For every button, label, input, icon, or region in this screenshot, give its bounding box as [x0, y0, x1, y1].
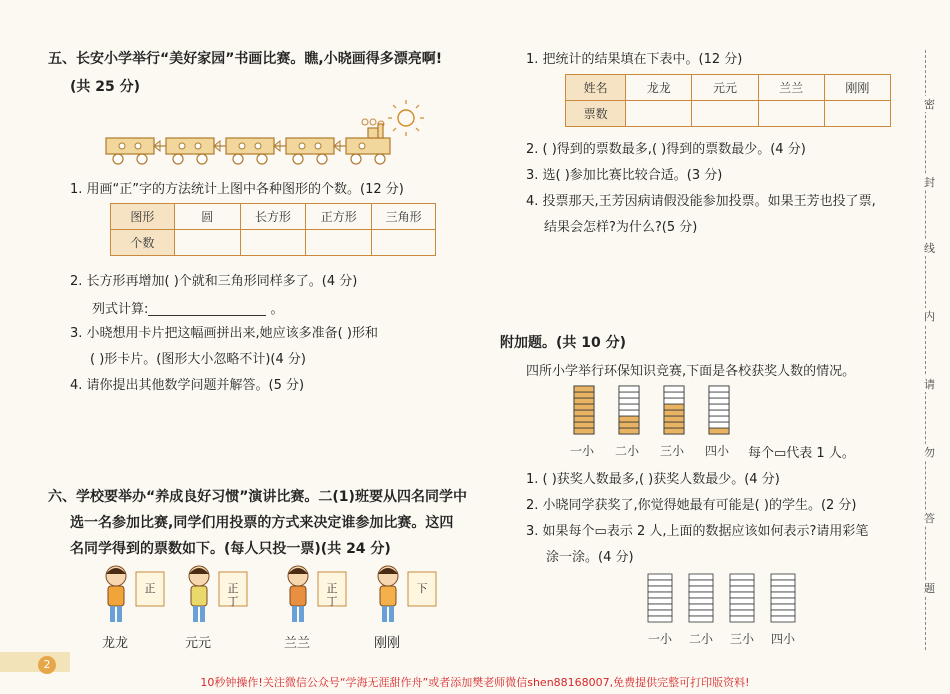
r-q1: 1. 把统计的结果填在下表中。(12 分): [526, 52, 743, 67]
bar-unit-filled: [619, 422, 639, 428]
blank-bar-unit: [648, 574, 672, 580]
chart-category-label: 三小: [660, 444, 685, 458]
table-header: 圆: [174, 204, 240, 230]
bar-unit-empty: [709, 410, 729, 416]
extra-intro: 四所小学举行环保知识竞赛,下面是各校获奖人数的情况。: [526, 364, 856, 379]
section6-line3: 名同学得到的票数如下。(每人只投一票)(共 24 分): [70, 541, 391, 557]
blank-bar-unit: [648, 616, 672, 622]
seal-char: 内: [924, 310, 935, 323]
seal-char: 请: [924, 378, 935, 391]
bar-unit-empty: [664, 386, 684, 392]
seal-char: 密: [924, 98, 935, 111]
bar-unit-empty: [709, 398, 729, 404]
sun-icon: [388, 100, 424, 136]
bar-unit-filled: [709, 428, 729, 434]
blank-bar-unit: [730, 574, 754, 580]
extra-q3a: 3. 如果每个▭表示 2 人,上面的数据应该如何表示?请用彩笔: [526, 524, 869, 539]
bar-unit-filled: [574, 386, 594, 392]
vote-table: [565, 74, 891, 127]
student-name: 刚刚: [374, 636, 401, 651]
bar-unit-empty: [709, 416, 729, 422]
page-number: 2: [38, 656, 56, 674]
bar-unit-empty: [619, 398, 639, 404]
blank-bar-unit: [771, 598, 795, 604]
answer-cell[interactable]: [626, 101, 692, 127]
answer-cell[interactable]: [240, 230, 306, 256]
bar-unit-filled: [574, 416, 594, 422]
table-header: 正方形: [306, 204, 372, 230]
blank-chart-category-label: 四小: [771, 632, 796, 646]
bar-unit-filled: [664, 410, 684, 416]
blank-chart-category-label: 三小: [730, 632, 755, 646]
blank-bar-unit: [648, 610, 672, 616]
s5-q2: 2. 长方形再增加( )个就和三角形同样多了。(4 分): [70, 274, 358, 289]
blank-bar-unit: [730, 580, 754, 586]
blank-bar-unit: [771, 604, 795, 610]
blank-bar-unit: [771, 574, 795, 580]
bar-unit-empty: [709, 392, 729, 398]
bar-unit-empty: [619, 410, 639, 416]
s5-q3a: 3. 小晓想用卡片把这幅画拼出来,她应该多准备( )形和: [70, 326, 378, 341]
bar-unit-empty: [664, 398, 684, 404]
table-header: 姓名: [566, 75, 626, 101]
bar-unit-filled: [574, 392, 594, 398]
award-chart: [560, 384, 750, 440]
r-q4a: 4. 投票那天,王芳因病请假没能参加投票。如果王芳也投了票,: [526, 194, 876, 209]
blank-bar-unit: [771, 616, 795, 622]
extra-q2: 2. 小晓同学获奖了,你觉得她最有可能是( )的学生。(2 分): [526, 498, 857, 513]
table-row-label: 票数: [566, 101, 626, 127]
r-q3: 3. 选( )参加比赛比较合适。(3 分): [526, 168, 723, 183]
bar-unit-filled: [574, 398, 594, 404]
blank-bar-unit: [689, 598, 713, 604]
student-figure: [100, 562, 170, 634]
section5-title: 五、长安小学举行“美好家园”书画比赛。瞧,小晓画得多漂亮啊!: [48, 51, 443, 67]
bar-unit-filled: [619, 428, 639, 434]
student-figure: [372, 562, 442, 634]
chart-category-label: 一小: [570, 444, 595, 458]
section6-line2: 选一名参加比赛,同学们用投票的方式来决定谁参加比赛。这四: [70, 515, 454, 531]
student-name: 元元: [185, 636, 212, 651]
s5-q1: 1. 用画“正”字的方法统计上图中各种图形的个数。(12 分): [70, 182, 404, 197]
answer-cell[interactable]: [758, 101, 824, 127]
blank-bar-unit: [730, 604, 754, 610]
bar-unit-filled: [664, 428, 684, 434]
extra-q1: 1. ( )获奖人数最多,( )获奖人数最少。(4 分): [526, 472, 780, 487]
s5-q4: 4. 请你提出其他数学问题并解答。(5 分): [70, 378, 305, 393]
chart-legend: 每个▭代表 1 人。: [748, 446, 855, 461]
blank-bar-unit: [771, 592, 795, 598]
blank-bar-unit: [730, 586, 754, 592]
answer-line[interactable]: [148, 304, 266, 316]
blank-bar-unit: [689, 574, 713, 580]
bar-unit-filled: [574, 410, 594, 416]
tally-card: 正: [144, 582, 156, 595]
answer-cell[interactable]: [372, 230, 436, 256]
bar-unit-empty: [619, 392, 639, 398]
bar-unit-empty: [709, 404, 729, 410]
blank-bar-unit: [771, 586, 795, 592]
blank-bar-unit: [648, 586, 672, 592]
bar-unit-empty: [709, 422, 729, 428]
chart-category-label: 二小: [615, 444, 640, 458]
blank-bar-unit: [730, 592, 754, 598]
section5-score: (共 25 分): [70, 79, 141, 95]
blank-bar-unit: [771, 610, 795, 616]
bar-unit-filled: [664, 422, 684, 428]
blank-bar-unit: [648, 580, 672, 586]
table-header: 长方形: [240, 204, 306, 230]
train-illustration: [100, 100, 430, 170]
blank-bar-unit: [689, 592, 713, 598]
blank-bar-unit: [730, 610, 754, 616]
table-header: 元元: [692, 75, 758, 101]
table-header: 三角形: [372, 204, 436, 230]
table-header: 刚刚: [824, 75, 890, 101]
answer-cell[interactable]: [692, 101, 758, 127]
blank-chart[interactable]: [642, 572, 812, 628]
seal-column: [912, 40, 950, 640]
student-name: 龙龙: [102, 636, 129, 651]
s5-q2-calc: 列式计算: 。: [92, 302, 284, 317]
footer-notice: 10秒钟操作!关注微信公众号“学海无涯甜作舟”或者添加樊老师微信shen88168007,免费提供完整可打印版资料!: [200, 676, 750, 689]
blank-bar-unit: [771, 580, 795, 586]
blank-bar-unit: [689, 580, 713, 586]
blank-bar-unit: [648, 604, 672, 610]
blank-bar-unit: [689, 610, 713, 616]
r-q2: 2. ( )得到的票数最多,( )得到的票数最少。(4 分): [526, 142, 806, 157]
bar-unit-filled: [574, 428, 594, 434]
blank-bar-unit: [730, 616, 754, 622]
bar-unit-empty: [664, 392, 684, 398]
seal-char: 答: [924, 512, 935, 525]
shape-count-table: [110, 203, 436, 256]
table-header: 龙龙: [626, 75, 692, 101]
calc-label: 列式计算:: [92, 302, 149, 317]
bar-unit-empty: [709, 386, 729, 392]
tally-card: 下: [416, 582, 428, 595]
bar-unit-filled: [574, 404, 594, 410]
blank-bar-unit: [689, 616, 713, 622]
blank-bar-unit: [648, 592, 672, 598]
bar-unit-filled: [574, 422, 594, 428]
page-tab: [0, 652, 70, 672]
bar-unit-filled: [664, 416, 684, 422]
tally-card: 正 丁: [227, 582, 239, 608]
blank-bar-unit: [689, 604, 713, 610]
chart-category-label: 四小: [705, 444, 730, 458]
blank-bar-unit: [689, 586, 713, 592]
answer-cell[interactable]: [174, 230, 240, 256]
seal-char: 线: [924, 242, 935, 255]
bar-unit-empty: [619, 404, 639, 410]
extra-q3b: 涂一涂。(4 分): [546, 550, 634, 565]
section6-line1: 六、学校要举办“养成良好习惯”演讲比赛。二(1)班要从四名同学中: [48, 489, 467, 505]
r-q4b: 结果会怎样?为什么?(5 分): [544, 220, 698, 235]
bar-unit-filled: [664, 404, 684, 410]
s5-q3b: ( )形卡片。(图形大小忽略不计)(4 分): [90, 352, 306, 367]
seal-char: 勿: [924, 446, 935, 459]
student-name: 兰兰: [284, 636, 311, 651]
blank-chart-category-label: 一小: [648, 632, 673, 646]
blank-bar-unit: [730, 598, 754, 604]
answer-cell[interactable]: [824, 101, 890, 127]
answer-cell[interactable]: [306, 230, 372, 256]
tally-card: 正 丁: [326, 582, 338, 608]
seal-char: 题: [924, 582, 935, 595]
blank-chart-category-label: 二小: [689, 632, 714, 646]
seal-char: 封: [924, 176, 935, 189]
table-row-label: 个数: [111, 230, 175, 256]
table-header: 图形: [111, 204, 175, 230]
bar-unit-filled: [619, 416, 639, 422]
blank-bar-unit: [648, 598, 672, 604]
table-header: 兰兰: [758, 75, 824, 101]
bar-unit-empty: [619, 386, 639, 392]
extra-title: 附加题。(共 10 分): [500, 335, 627, 351]
